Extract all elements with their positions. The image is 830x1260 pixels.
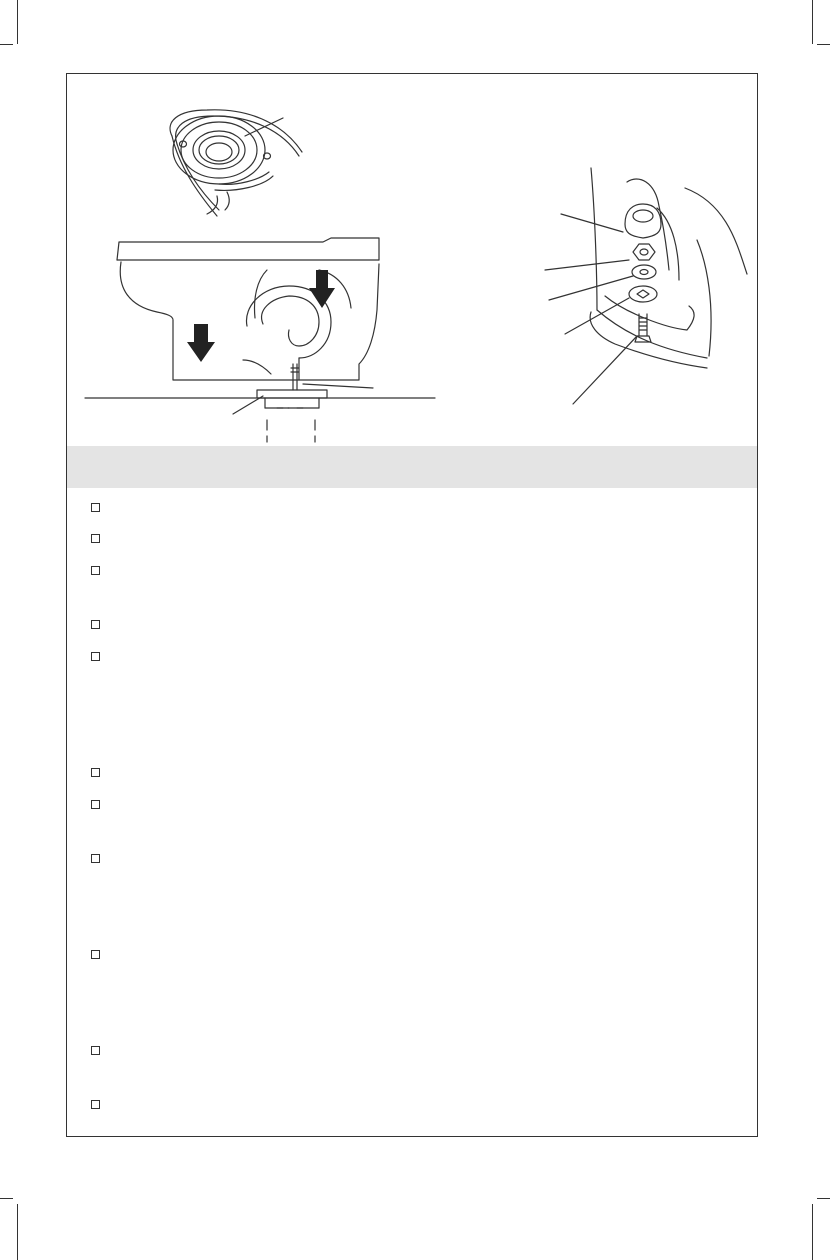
crop-mark-bottom-right-v: [812, 1204, 813, 1260]
checkbox[interactable]: [91, 768, 100, 777]
page-frame: [66, 73, 758, 1137]
crop-mark-top-left-h: [0, 44, 13, 45]
crop-mark-bottom-left-v: [17, 1204, 18, 1260]
crop-mark-bottom-right-h: [817, 1198, 830, 1199]
checkbox[interactable]: [91, 1046, 100, 1055]
checkbox[interactable]: [91, 1100, 100, 1109]
checkbox[interactable]: [91, 534, 100, 543]
crop-mark-bottom-left-h: [0, 1198, 13, 1199]
crop-mark-top-right-h: [817, 44, 830, 45]
checklist: [67, 74, 757, 1136]
checkbox[interactable]: [91, 620, 100, 629]
crop-mark-top-left-v: [17, 0, 18, 44]
checkbox[interactable]: [91, 566, 100, 575]
checkbox[interactable]: [91, 854, 100, 863]
checkbox[interactable]: [91, 503, 100, 512]
checkbox[interactable]: [91, 652, 100, 661]
crop-mark-top-right-v: [812, 0, 813, 44]
checkbox[interactable]: [91, 950, 100, 959]
checkbox[interactable]: [91, 800, 100, 809]
